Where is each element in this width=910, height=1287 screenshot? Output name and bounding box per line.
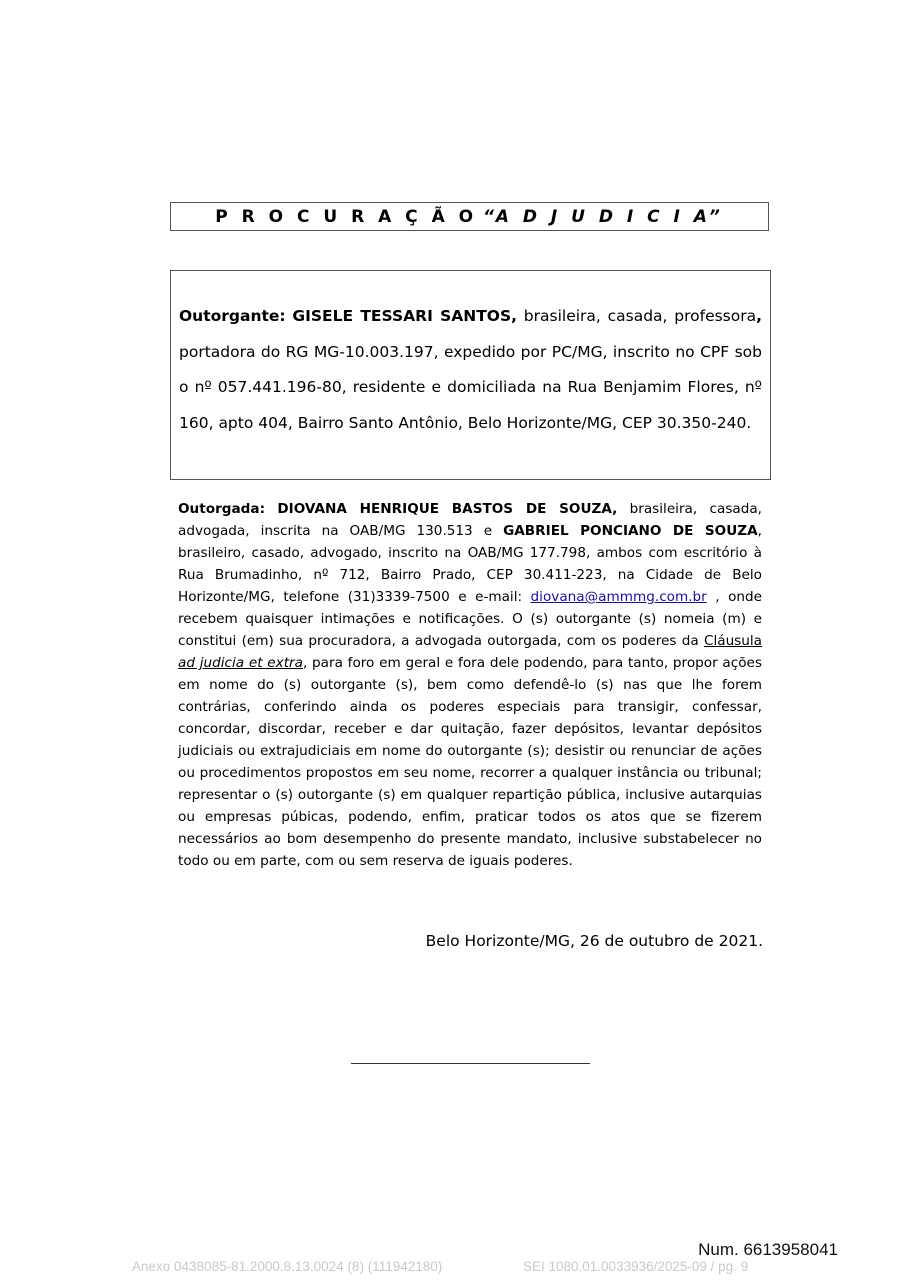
grantor-comma: , bbox=[756, 307, 762, 325]
grantor-text-b: portadora do RG MG-10.003.197, expedido por PC/MG, inscrito no CPF sob o nº 057.441.196-80, residente e domiciliada na Rua Benjamim Flores, nº 160, apto 404, Bairro Santo Antônio, Belo Horizonte/MG, CEP 30.350-240. bbox=[179, 342, 762, 432]
signature-line bbox=[351, 1063, 590, 1064]
document-number: Num. 6613958041 bbox=[698, 1240, 838, 1259]
grantee-name-2: GABRIEL PONCIANO DE SOUZA bbox=[503, 523, 758, 539]
grantee-text-c: , onde recebem quaisquer intimações e notificações. O (s) outorgante (s) nomeia (m) e constitui (em) sua procuradora, a advogada outorgada, com os poderes da bbox=[178, 589, 762, 649]
sei-reference: SEI 1080.01.0033936/2025-09 / pg. 9 bbox=[523, 1259, 749, 1274]
grantee-name-1: DIOVANA HENRIQUE BASTOS DE SOUZA, bbox=[277, 501, 618, 517]
title-italic: “A D J U D I C I A” bbox=[483, 207, 724, 227]
grantee-text-d: , para foro em geral e fora dele podendo, para tanto, propor ações em nome do (s) outorgante (s), bem como defendê-lo (s) nas que lhe forem contrárias, conferindo ainda os poderes especiais para transigir, confessar, concordar, discordar, receber e dar quitação, fazer depósitos, levantar depósitos judiciais ou extrajudiciais em nome do outorgante (s); desistir ou renunciar de ações ou procedimentos propostos em seu nome, recorrer a qualquer instância ou tribunal; representar o (s) outorgante (s) em qualquer repartição pública, inclusive autarquias ou empresas púbicas, podendo, enfim, praticar todos os atos que se fizerem necessários ao bom desempenho do presente mandato, inclusive substabelecer no todo ou em parte, com ou sem reserva de iguais poderes. bbox=[178, 655, 762, 869]
grantor-text-a: brasileira, casada, professora bbox=[517, 307, 757, 325]
document-title bbox=[170, 202, 769, 231]
grantee-label: Outorgada: bbox=[178, 501, 266, 517]
grantee-text-b: , brasileiro, casado, advogado, inscrito na OAB/MG 177.798, ambos com escritório à Rua Brumadinho, nº 712, Bairro Prado, CEP 30.411-223, na Cidade de Belo Horizonte/MG, telefone (31)3339-7500 e e-mail: bbox=[178, 523, 762, 605]
clause-label: Cláusula bbox=[703, 633, 762, 649]
grantee-text-a: brasileira, casada, advogada, inscrita na OAB/MG 130.513 e bbox=[178, 501, 763, 539]
grantor-label: Outorgante: bbox=[179, 307, 286, 325]
clause-italic: ad judicia et extra bbox=[178, 655, 303, 671]
grantee-section bbox=[178, 498, 762, 872]
email-link[interactable]: diovana@ammmg.com.br bbox=[530, 589, 707, 605]
grantor-name: GISELE TESSARI SANTOS, bbox=[292, 307, 518, 325]
place-date: Belo Horizonte/MG, 26 de outubro de 2021. bbox=[425, 932, 763, 950]
grantor-section bbox=[170, 270, 771, 480]
annex-reference: Anexo 0438085-81.2000.8.13.0024 (8) (111942180) bbox=[132, 1259, 443, 1274]
title-main: P R O C U R A Ç Ã O bbox=[215, 207, 478, 227]
